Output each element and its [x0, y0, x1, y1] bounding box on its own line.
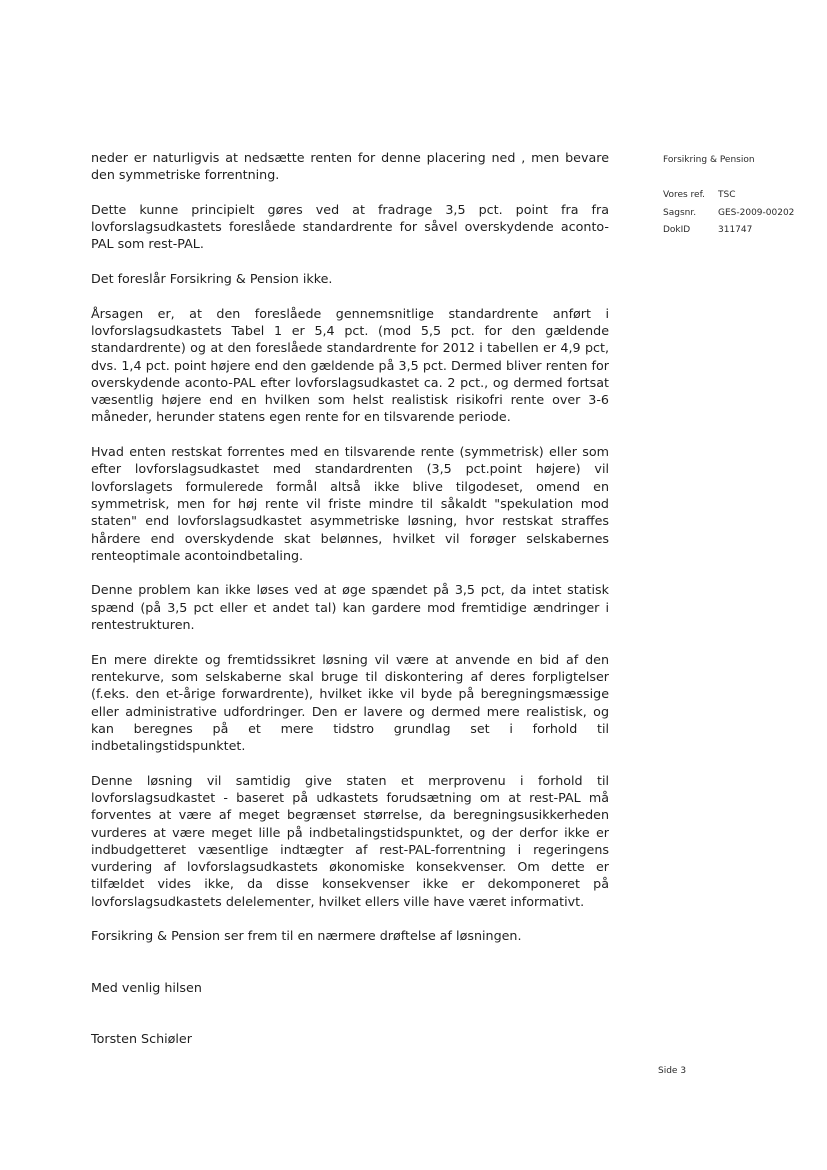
signature-name: Torsten Schiøler — [91, 1030, 192, 1046]
page-number: Side 3 — [658, 1066, 687, 1076]
sidebar-org-name: Forsikring & Pension — [663, 155, 755, 165]
ref-value: TSC — [718, 190, 736, 200]
ref-label: Vores ref. — [663, 190, 705, 200]
paragraph: Det foreslår Forsikring & Pension ikke. — [91, 271, 333, 287]
paragraph: neder er naturligvis at nedsætte renten for denne placering ned , men bevare den symmetriske forrentning. — [91, 150, 609, 183]
doc-id-label: DokID — [663, 225, 691, 235]
doc-id-row — [663, 222, 813, 240]
paragraph: Hvad enten restskat forrentes med en tilsvarende rente (symmetrisk) eller som efter lovforslagsudkastet med standardrenten (3,5 pct.point højere) vil lovforslagets formulerede formål altså ikke blive tilgodeset, omend en symmetrisk, men for høj rente vil friste mindre til såkaldt "spekulation mod staten" end lovforslagsudkastet asymmetriske løsning, hvor restskat straffes hårdere end overskydende skat belønnes, hvilket vil forøger selskabernes renteoptimale acontoindbetaling. — [91, 444, 609, 563]
paragraph: Årsagen er, at den foreslåede gennemsnitlige standardrente anført i lovforslagsudkastets Tabel 1 er 5,4 pct. (mod 5,5 pct. for den gældende standardrente) og at den foreslåede standardrente for 2012 i tabellen er 4,9 pct, dvs. 1,4 pct. point højere end den gældende på 3,5 pct. Dermed bliver renten for overskydende aconto-PAL efter lovforslagsudkastet ca. 2 pct., og dermed fortsat væsentlig højere end en hvilken som helst realistisk risikofri rente over 3-6 måneder, herunder statens egen rente for en tilsvarende periode. — [91, 305, 609, 425]
paragraph: Dette kunne principielt gøres ved at fradrage 3,5 pct. point fra fra lovforslagsudkastets foreslåede standardrente for såvel overskydende aconto-PAL som rest-PAL. — [91, 201, 609, 252]
paragraph: Denne løsning vil samtidig give staten et merprovenu i forhold til lovforslagsudkastet - baseret på udkastets forudsætning om at rest-PAL må forventes at være af meget begrænset størrelse, da beregningsusikkerheden vurderes at være meget lille på indbetalingstidspunktet, og der derfor ikke er indbudgetteret væsentlige indtægter af rest-PAL-forrentning i regeringens vurdering af lovforslagsudkastets økonomiske konsekvenser. Om dette er tilfældet vides ikke, da disse konsekvenser ikke er dekomponeret på lovforslagsudkastets delelementer, hvilket ellers ville have været informativt. — [91, 772, 609, 909]
doc-id-value: 311747 — [718, 225, 753, 235]
paragraph: Forsikring & Pension ser frem til en nærmere drøftelse af løsningen. — [91, 928, 522, 944]
case-number-label: Sagsnr. — [663, 207, 697, 218]
letter-body — [91, 149, 609, 1065]
ref-row — [663, 187, 813, 205]
case-number-value: GES-2009-00202 — [718, 207, 795, 218]
closing-line: Med venlig hilsen — [91, 979, 202, 995]
case-number-row — [663, 205, 813, 223]
paragraph: Denne problem kan ikke løses ved at øge spændet på 3,5 pct, da intet statisk spænd (på 3,5 pct eller et andet tal) kan gardere mod fremtidige ændringer i rentestrukturen. — [91, 582, 609, 633]
reference-sidebar — [663, 152, 813, 240]
paragraph: En mere direkte og fremtidssikret løsning vil være at anvende en bid af den rentekurve, som selskaberne skal bruge til diskontering af deres forpligtelser (f.eks. den et-årige forwardrente), hvilket ikke vil byde på beregningsmæssige eller administrative udfordringer. Den er lavere og dermed mere realistisk, og kan beregnes på et mere tidstro grundlag set i forhold til indbetalingstidspunktet. — [91, 651, 609, 754]
